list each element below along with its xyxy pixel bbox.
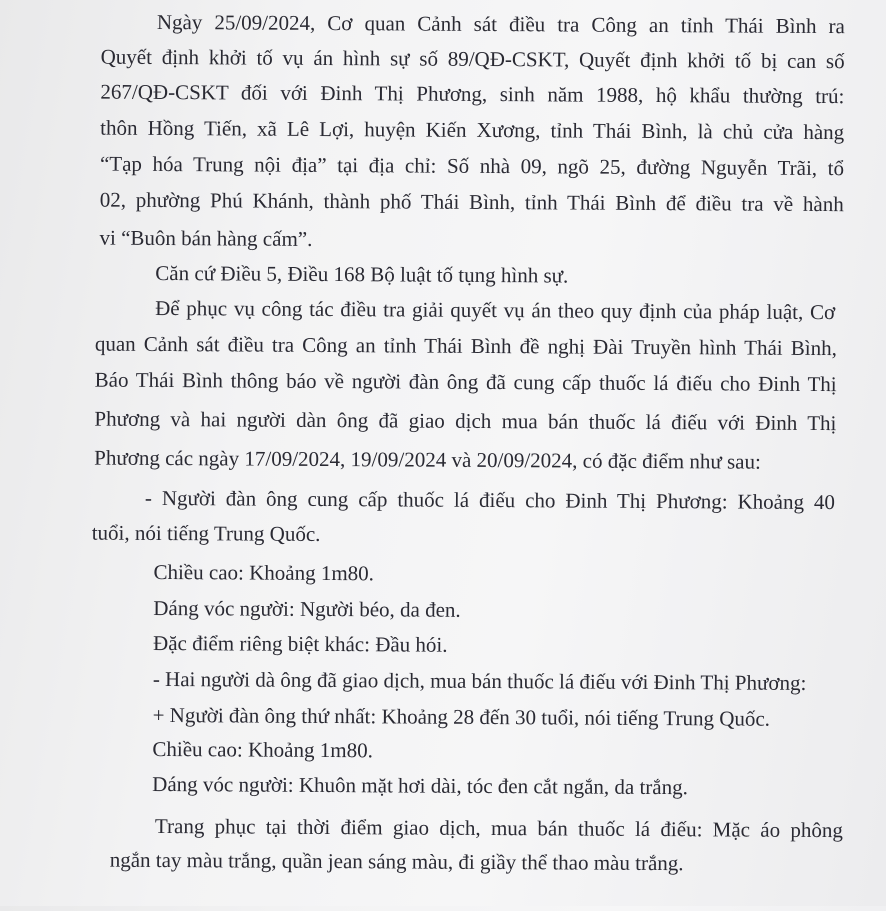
text-line: vi “Buôn bán hàng cấm”. [99, 225, 313, 251]
text-line: quan Cảnh sát điều tra Công an tỉnh Thái Bình đề nghị Đài Truyền hình Thái Bình, [94, 331, 837, 361]
text-line: + Người đàn ông thứ nhất: Khoảng 28 đến 30 tuổi, nói tiếng Trung Quốc. [152, 702, 771, 731]
text-line: Phương và hai người dàn ông đã giao dịch mua bán thuốc lá điếu với Đinh Thị [94, 406, 837, 436]
text-line: Đặc điểm riêng biệt khác: Đầu hói. [153, 630, 448, 657]
text-line: Báo Thái Bình thông báo về người đàn ông đã cung cấp thuốc lá điếu cho Đinh Thị [94, 367, 837, 397]
text-line: tuổi, nói tiếng Trung Quốc. [91, 520, 321, 546]
text-line: ngắn tay màu trắng, quần jean sáng màu, đi giầy thể thao màu trắng. [109, 847, 684, 876]
text-line: Trang phục tại thời điểm giao dịch, mua bán thuốc lá điếu: Mặc áo phông [154, 813, 844, 843]
text-line: Chiều cao: Khoảng 1m80. [153, 559, 375, 586]
text-line: “Tạp hóa Trung nội địa” tại địa chỉ: Số nhà 09, ngõ 25, đường Nguyễn Trãi, tổ [99, 151, 845, 181]
text-line: Dáng vóc người: Khuôn mặt hơi dài, tóc đen cắt ngắn, da trắng. [152, 771, 688, 800]
text-line: Để phục vụ công tác điều tra giải quyết vụ án theo quy định của pháp luật, Cơ [155, 295, 836, 325]
text-line: - Người đàn ông cung cấp thuốc lá điếu cho Đinh Thị Phương: Khoảng 40 [144, 485, 836, 515]
text-line: 267/QĐ-CSKT đối với Đinh Thị Phương, sinh năm 1988, hộ khẩu thường trú: [100, 79, 845, 109]
text-line: - Hai người dà ông đã giao dịch, mua bán thuốc lá điếu với Đinh Thị Phương: [152, 666, 807, 695]
text-line: Dáng vóc người: Người béo, da đen. [153, 595, 461, 622]
text-line: thôn Hồng Tiến, xã Lê Lợi, huyện Kiến Xương, tỉnh Thái Bình, là chủ cửa hàng [100, 115, 845, 145]
text-line: Chiều cao: Khoảng 1m80. [152, 736, 373, 763]
text-line: Quyết định khởi tố vụ án hình sự số 89/QĐ-CSKT, Quyết định khởi tố bị can số [100, 44, 845, 74]
text-line: 02, phường Phú Khánh, thành phố Thái Bình, tỉnh Thái Bình để điều tra về hành [99, 187, 844, 217]
text-line: Phương các ngày 17/09/2024, 19/09/2024 và 20/09/2024, có đặc điểm như sau: [94, 445, 761, 474]
text-line: Ngày 25/09/2024, Cơ quan Cảnh sát điều tra Công an tỉnh Thái Bình ra [156, 9, 845, 39]
text-line: Căn cứ Điều 5, Điều 168 Bộ luật tố tụng hình sự. [155, 260, 569, 288]
